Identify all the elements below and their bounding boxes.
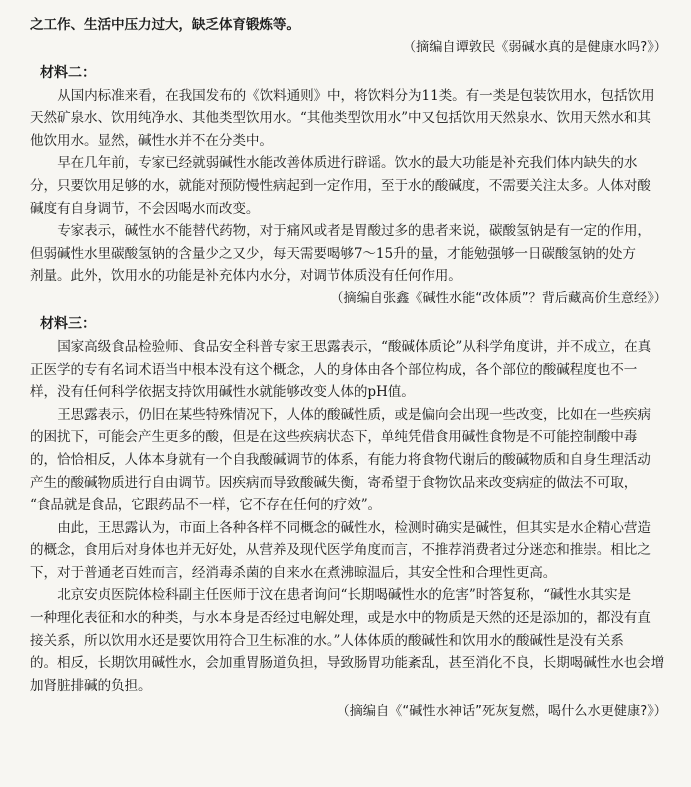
material2-line: 剂量。此外，饮用水的功能是补充体内水分，对调节体质没有任何作用。 xyxy=(30,268,462,285)
material3-heading: 材料三： xyxy=(40,315,96,332)
material3-line: 的。相反，长期饮用碱性水，会加重胃肠道负担，导致肠胃功能紊乱，甚至消化不良，长期喝碱性水也会增 xyxy=(30,655,665,672)
material2-line: 他饮用水。显然，碱性水并不在分类中。 xyxy=(30,132,273,149)
material3-source: （摘编自《“碱性水神话”死灰复燃，喝什么水更健康?》） xyxy=(336,704,667,720)
material3-line: 产生的酸碱物质进行自由调节。因疾病而导致酸碱失衡，寄希望于食物饮品来改变病症的做法不可取， xyxy=(30,474,638,491)
material2-source: （摘编自张鑫《碱性水能“改体质”？背后藏高价生意经》） xyxy=(330,290,667,306)
material3-line: 加肾脏排碱的负担。 xyxy=(30,677,152,694)
material3-line: 正医学的专有名词术语当中根本没有这个概念，人的身体由各个部位构成，各个部位的酸碱程度也不一 xyxy=(30,361,638,378)
material2-heading: 材料二： xyxy=(40,64,96,81)
material2-line: 但弱碱性水里碳酸氢钠的含量少之又少，每天需要喝够7～15升的量，才能勉强够一日碳酸氢钠的处方 xyxy=(30,245,636,262)
material2-line: 专家表示，碱性水不能替代药物，对于痛风或者是胃酸过多的患者来说，碳酸氢钠是有一定的作用， xyxy=(57,223,651,240)
material3-line: 的，恰恰相反，人体本身就有一个自我酸碱调节的体系，有能力将食物代谢后的酸碱物质和自身生理活动 xyxy=(30,451,651,468)
material3-line: 下，对于普通老百姓而言，经消毒杀菌的自来水在煮沸晾温后，其安全性和合理性更高。 xyxy=(30,564,557,581)
material2-line: 分，只要饮用足够的水，就能对预防慢性病起到一定作用，至于水的酸碱度，不需要关注太多。人体对酸 xyxy=(30,177,651,194)
material3-line: 的困扰下，可能会产生更多的酸，但是在这些疾病状态下，单纯凭借食用碱性食物是不可能控制酸中毒 xyxy=(30,429,638,446)
material3-line: 一种理化表征和水的种类，与水本身是否经过电解处理，或是水中的物质是天然的还是添加的，都没有直 xyxy=(30,610,651,627)
material3-line: 国家高级食品检验师、食品安全科普专家王思露表示，“酸碱体质论”从科学角度讲，并不成立，在真 xyxy=(57,338,652,355)
material3-line: 北京安贞医院体检科副主任医师于汶在患者询问“长期喝碱性水的危害”时答复称，“碱性水其实是 xyxy=(57,587,631,604)
opening-line: 之工作、生活中压力过大，缺乏体育锻炼等。 xyxy=(30,17,300,33)
material3-line: 样，没有任何科学依据支持饮用碱性水就能够改变人体的pH值。 xyxy=(30,384,415,401)
material3-line: 由此，王思露认为，市面上各种各样不同概念的碱性水，检测时确实是碱性，但其实是水企精心营造 xyxy=(57,519,651,536)
material2-line: 天然矿泉水、饮用纯净水、其他类型饮用水。“其他类型饮用水”中又包括饮用天然泉水、饮用天然水和其 xyxy=(30,110,651,127)
material3-line: “食品就是食品，它跟药品不一样，它不存在任何的疗效”。 xyxy=(30,497,382,514)
material2-line: 早在几年前，专家已经就弱碱性水能改善体质进行辟谣。饮水的最大功能是补充我们体内缺失的水 xyxy=(57,155,638,172)
material3-line: 的概念，食用后对身体也并无好处，从营养及现代医学角度而言，不推荐消费者过分迷恋和推崇。相比之 xyxy=(30,542,651,559)
opening-source: （摘编自谭敦民《弱碱水真的是健康水吗?》） xyxy=(402,39,667,55)
material2-line: 碱度有自身调节，不会因喝水而改变。 xyxy=(30,200,260,217)
material2-line: 从国内标准来看，在我国发布的《饮料通则》中，将饮料分为11类。有一类是包装饮用水，包括饮用 xyxy=(57,87,655,104)
material3-line: 王思露表示，仍旧在某些特殊情况下，人体的酸碱性质，或是偏向会出现一些改变，比如在一些疾病 xyxy=(57,406,651,423)
material3-line: 接关系，所以饮用水还是要饮用符合卫生标准的水。”人体体质的酸碱性和饮用水的酸碱性是没有关系 xyxy=(30,632,624,649)
